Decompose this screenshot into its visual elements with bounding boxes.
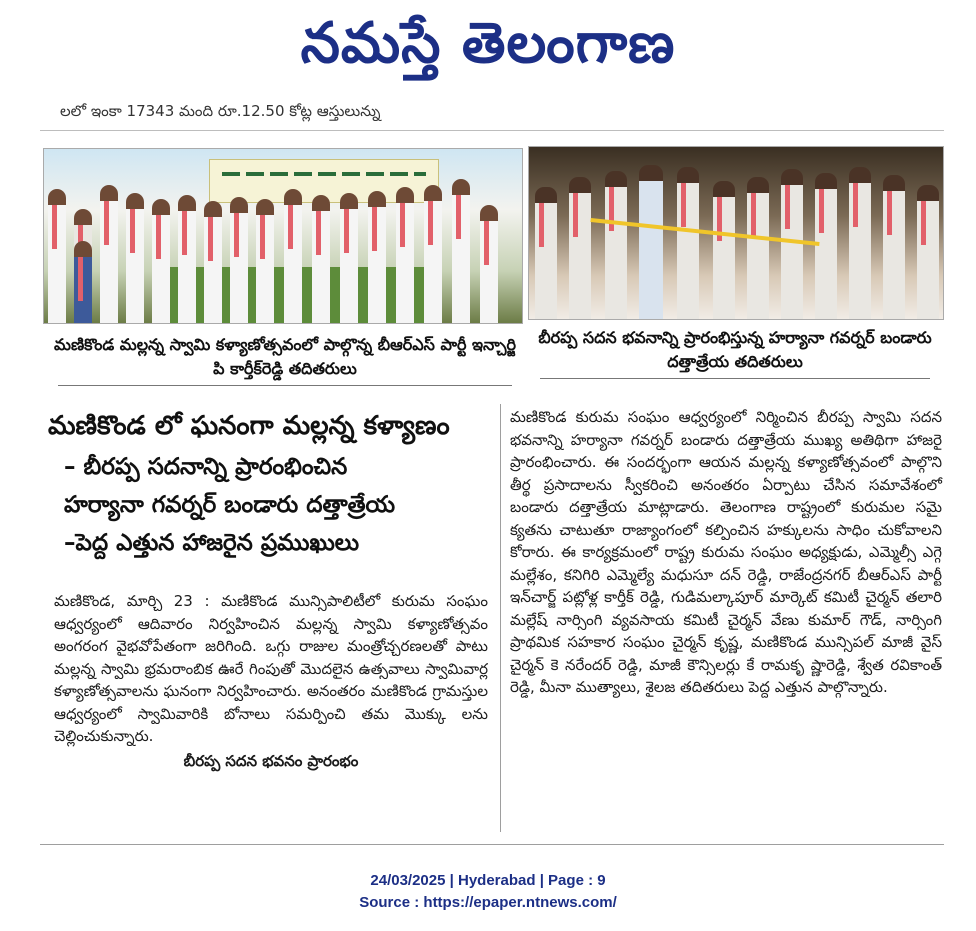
article-subhead: బీరప్ప సదన భవనం ప్రారంభం: [183, 751, 359, 770]
article-headline-block: [48, 404, 496, 562]
caption-underline-right: [540, 378, 930, 379]
headline-sub-1: – బీరప్ప సదనాన్ని ప్రారంభించిన: [64, 454, 348, 480]
headline-sub-2: హర్యానా గవర్నర్ బండారు దత్తాత్రేయ: [64, 492, 396, 518]
headline-title: మణికొండ లో ఘనంగా మల్లన్న కళ్యాణం: [48, 411, 450, 441]
photo-kalyanam-participants: [43, 148, 523, 324]
photo-caption-left: మణికొండ మల్లన్న స్వామి కళ్యాణోత్సవంలో పాల్గొన్న బీఆర్ఎస్ పార్టీ ఇన్చార్జి పి కార్తీక్‌రెడ్డి తదితరులు: [54, 335, 516, 378]
footer-date-line: 24/03/2025 | Hyderabad | Page : 9: [370, 872, 606, 889]
bottom-divider: [40, 844, 944, 845]
top-divider: [40, 130, 944, 131]
column-divider: [500, 404, 501, 832]
footer-source-line: Source : https://epaper.ntnews.com/: [359, 894, 617, 911]
article-column-left: [54, 590, 488, 772]
article-right-body: మణికొండ కురుమ సంఘం ఆధ్వర్యంలో నిర్మించిన బీరప్ప స్వామి సదన భవనాన్ని హర్యానా గవర్నర్ బండారు దత్తాత్రేయ ముఖ్య అతిథిగా హాజరై ప్రారంభించారు. ఈ సందర్భంగా ఆయన మల్లన్న కళ్యాణోత్సవంలో పాల్గొని తీర్థ ప్రసాదాలను స్వీకరించి అనంతరం ఏర్పాటు చేసిన సమావేశంలో బండారు దత్తాత్రేయ మాట్లాడారు. తెలంగాణ రాష్ట్రంలో కురుమల సమై క్యతను చాటుతూ రాజ్యాంగంలో కల్పించిన హక్కులను సాధిం చుకోవాలని కోరారు. ఈ కార్యక్రమంలో రాష్ట్ర కురుమ సంఘం అధ్యక్షుడు, ఎమ్మెల్సీ ఎగ్గె మల్లేశం, కనిగిరి ఎమ్మెల్యే మధుసూ దన్ రెడ్డి, రాజేంద్రనగర్ బీఆర్ఎస్ పార్టీ ఇన్‌చార్జ్ పట్లోళ్ల కార్తీక్ రెడ్డి, గుడిమల్కాపూర్ మార్కెట్ కమిటీ చైర్మన్ తలారి మల్లేష్ నార్సింగి వ్యవసాయ కమిటీ చైర్మన్ వేణు కుమార్ గౌడ్, నార్సింగి ప్రాథమిక సహకార సంఘం చైర్మన్ కృష్ణ, మణికొండ మున్సిపల్ మాజీ వైస్ చైర్మన్ కె నరేందర్ రెడ్డి, మాజీ కౌన్సిలర్లు కే రామకృ ష్ణారెడ్డి, శ్వేత రవికాంత్ రెడ్డి, మీనా ముత్యాలు, శైలజ తదితరులు పెద్ద ఎత్తున పాల్గొన్నారు.: [510, 408, 942, 696]
article-left-body: మణికొండ, మార్చి 23 : మణికొండ మున్సిపాలిటీలో కురుమ సంఘం ఆధ్వర్యంలో ఆదివారం నిర్వహించిన మల్లన్న స్వామి కళ్యాణోత్సవం అంగరంగ వైభవోపేతంగా జరిగింది. ఒగ్గు రాజుల మంత్రోచ్చరణలతో పాటు మల్లన్న స్వామి భ్రమరాంబిక ఊరే గింపుతో మొదలైన ఉత్సవాలు స్వామివార్ల కళ్యాణోత్సవాలను ఘనంగా నిర్వహించారు. అనంతరం మణికొండ గ్రామస్తుల ఆధ్వర్యంలో స్వామివారికి బోనాలు సమర్పించి తమ మొక్కు లను చెల్లించుకున్నారు.: [54, 592, 488, 745]
photo-caption-right: బీరప్ప సదన భవనాన్ని ప్రారంభిస్తున్న హర్యానా గవర్నర్ బండారు దత్తాత్రేయ తదితరులు: [538, 328, 932, 371]
cropped-previous-article-line: లలో ఇంకా 17343 మంది రూ.12.50 కోట్ల ఆస్తులున్ను: [60, 102, 381, 120]
headline-sub-3: –పెద్ద ఎత్తున హాజరైన ప్రముఖులు: [64, 530, 360, 556]
article-column-right: [510, 406, 942, 699]
caption-underline-left: [58, 385, 512, 386]
newspaper-masthead: నమస్తే తెలంగాణ: [300, 10, 676, 76]
